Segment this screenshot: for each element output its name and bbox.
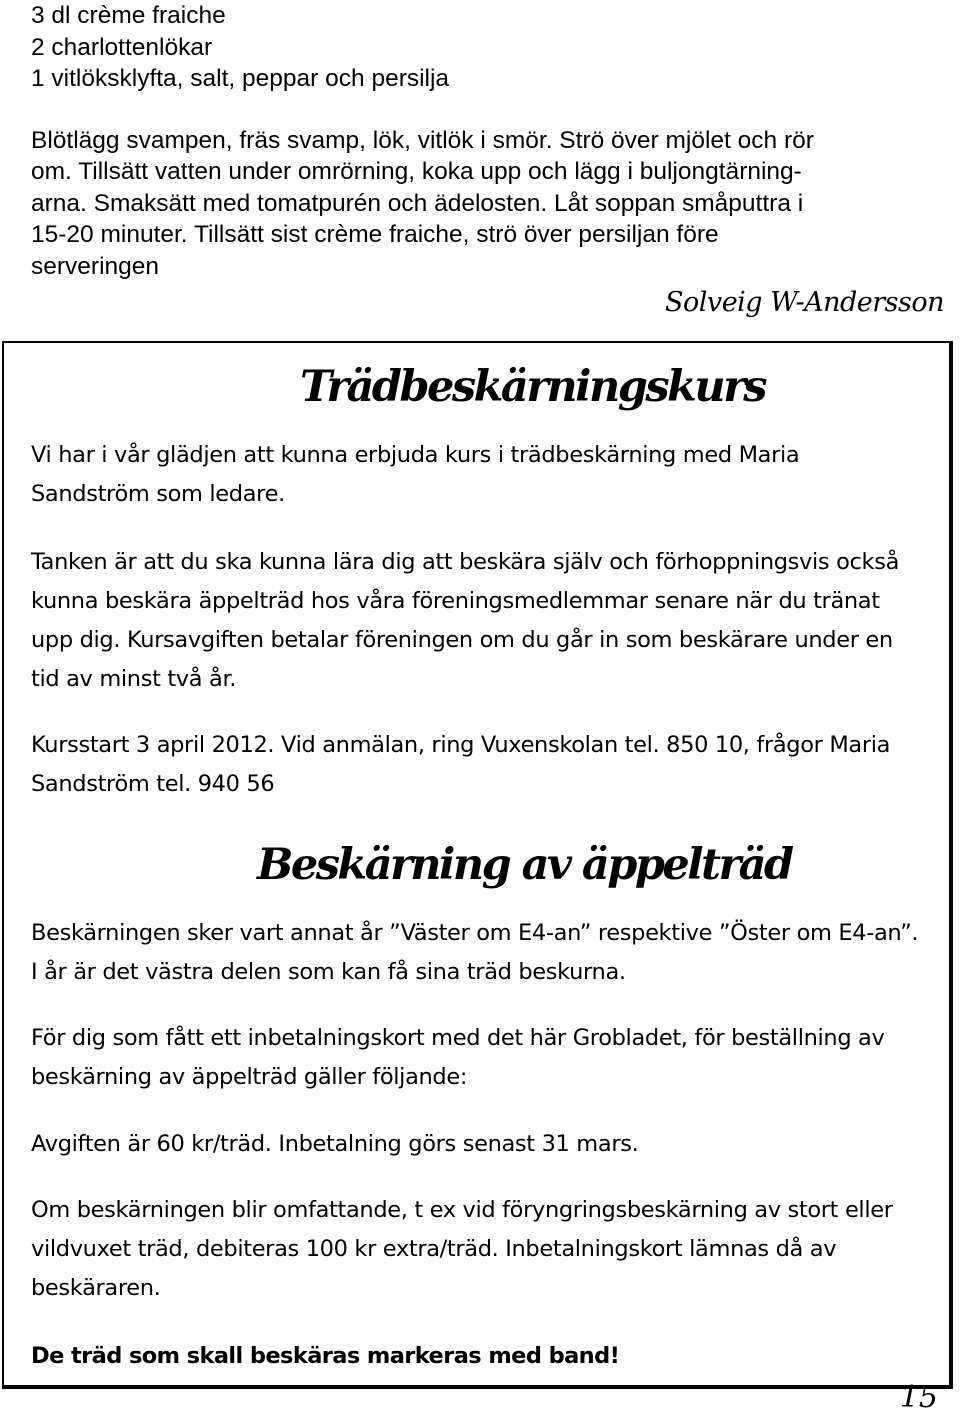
course-heading: Trädbeskärningskurs — [300, 362, 765, 412]
ingredient-list — [31, 0, 931, 95]
paragraph-line: För dig som fått ett inbetalningskort med det här Grobladet, för beställning av — [31, 1025, 885, 1051]
paragraph-line: upp dig. Kursavgiften betalar föreningen om du går in som beskärare under en — [31, 627, 893, 653]
paragraph-line: Vi har i vår glädjen att kunna erbjuda kurs i trädbeskärning med Maria — [31, 442, 800, 468]
pruning-schedule-paragraph — [31, 914, 946, 992]
pruning-fee-paragraph — [31, 1125, 946, 1164]
paragraph-line: Sandström tel. 940 56 — [31, 771, 275, 797]
ingredient-line: 1 vitlöksklyfta, salt, peppar och persilja — [31, 65, 450, 92]
instruction-line: arna. Smaksätt med tomatpurén och ädelosten. Låt soppan småputtra i — [31, 189, 804, 217]
course-intro-paragraph — [31, 436, 946, 514]
paragraph-line: beskäraren. — [31, 1275, 161, 1301]
paragraph-line: Avgiften är 60 kr/träd. Inbetalning görs senast 31 mars. — [31, 1131, 639, 1157]
instruction-line: om. Tillsätt vatten under omrörning, koka upp och lägg i buljongtärning- — [31, 158, 802, 185]
paragraph-line: Sandström som ledare. — [31, 481, 285, 507]
paragraph-line: I år är det västra delen som kan få sina träd beskurna. — [31, 959, 626, 985]
instruction-line: serveringen — [31, 252, 160, 280]
pruning-extra-fee-paragraph — [31, 1191, 946, 1308]
recipe-section — [31, 0, 931, 282]
ingredient-line: 3 dl crème fraiche — [31, 2, 226, 29]
paragraph-line: Om beskärningen blir omfattande, t ex vid föryngringsbeskärning av stort eller — [31, 1197, 893, 1223]
page-number: 15 — [899, 1380, 938, 1415]
recipe-instructions — [31, 125, 931, 283]
pruning-heading: Beskärning av äppelträd — [257, 840, 792, 890]
pruning-marking-notice — [31, 1337, 946, 1376]
paragraph-line: tid av minst två år. — [31, 666, 237, 692]
course-purpose-paragraph — [31, 543, 946, 699]
paragraph-line: Beskärningen sker vart annat år ”Väster om E4-an” respektive ”Öster om E4-an”. — [31, 920, 919, 946]
instruction-line: 15-20 minuter. Tillsätt sist crème fraiche, strö över persiljan före — [31, 221, 719, 248]
course-start-paragraph — [31, 726, 946, 804]
paragraph-line: Tanken är att du ska kunna lära dig att beskära själv och förhoppningsvis också — [31, 549, 900, 575]
paragraph-line: beskärning av äppelträd gäller följande: — [31, 1064, 468, 1090]
ingredient-line: 2 charlottenlökar — [31, 33, 213, 61]
paragraph-line: Kursstart 3 april 2012. Vid anmälan, ring Vuxenskolan tel. 850 10, frågor Maria — [31, 732, 891, 758]
paragraph-line: vildvuxet träd, debiteras 100 kr extra/träd. Inbetalningskort lämnas då av — [31, 1236, 837, 1262]
author-signature: Solveig W-Andersson — [665, 287, 944, 318]
pruning-order-paragraph — [31, 1019, 946, 1097]
paragraph-line: De träd som skall beskäras markeras med band! — [31, 1343, 620, 1369]
paragraph-line: kunna beskära äppelträd hos våra föreningsmedlemmar senare när du tränat — [31, 588, 880, 614]
instruction-line: Blötlägg svampen, fräs svamp, lök, vitlök i smör. Strö över mjölet och rör — [31, 126, 814, 154]
